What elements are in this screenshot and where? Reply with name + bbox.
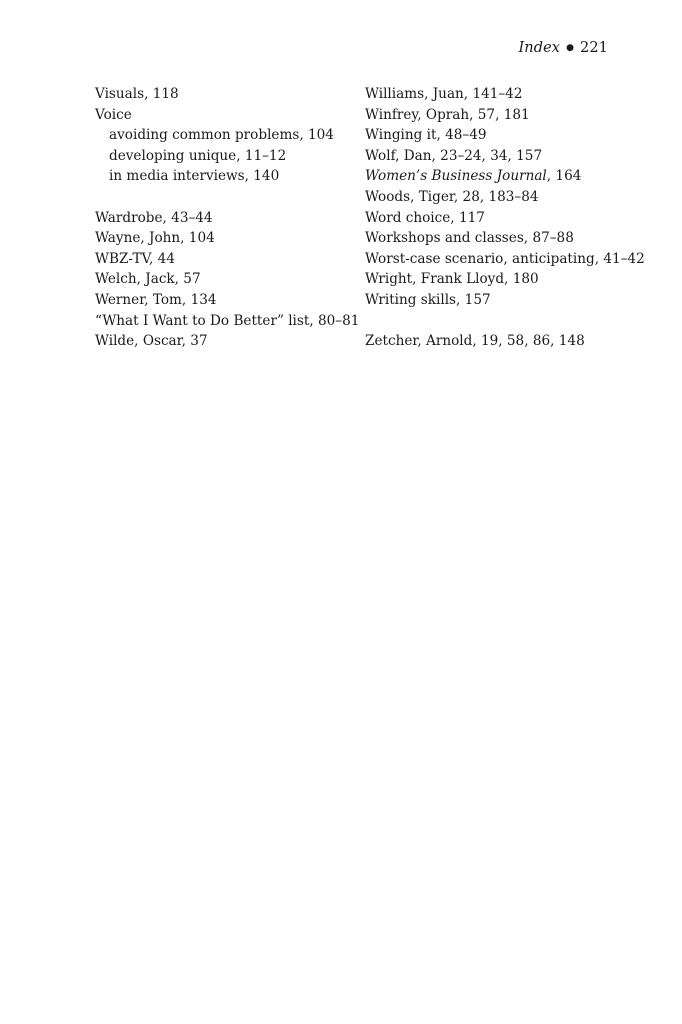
index-entry: Winging it, 48–49: [365, 127, 487, 144]
index-entry: Worst-case scenario, anticipating, 41–42: [365, 250, 645, 267]
index-entry: Word choice, 117: [365, 209, 485, 226]
page-reference: , 164: [546, 168, 582, 185]
index-entry: WBZ-TV, 44: [95, 250, 175, 267]
group-spacer: [365, 311, 645, 332]
index-entry: “What I Want to Do Better” list, 80–81: [95, 312, 360, 329]
bullet-separator: ●: [566, 43, 575, 53]
index-entry: Workshops and classes, 87–88: [365, 230, 574, 247]
index-entry: Voice: [95, 106, 132, 123]
index-entry: Wardrobe, 43–44: [95, 209, 213, 226]
index-entry: Wolf, Dan, 23–24, 34, 157: [365, 147, 543, 164]
index-entry: Welch, Jack, 57: [95, 271, 201, 288]
index-entry: Writing skills, 157: [365, 291, 491, 308]
index-entry: Woods, Tiger, 28, 183–84: [365, 188, 539, 205]
index-subentry: in media interviews, 140: [109, 168, 280, 185]
index-column-right: [365, 84, 645, 352]
index-entry: Williams, Juan, 141–42: [365, 86, 523, 102]
group-spacer: [95, 187, 359, 208]
index-entry: Zetcher, Arnold, 19, 58, 86, 148: [365, 333, 585, 350]
index-column-left: [95, 84, 359, 352]
index-entry: Visuals, 118: [95, 86, 179, 102]
index-entry: Winfrey, Oprah, 57, 181: [365, 106, 530, 123]
index-entry: Wilde, Oscar, 37: [95, 333, 208, 350]
section-title: Index: [518, 40, 561, 56]
index-subentry: developing unique, 11–12: [109, 147, 287, 164]
page-number: 221: [580, 40, 608, 56]
index-entry: Wright, Frank Lloyd, 180: [365, 271, 539, 288]
index-entry: Werner, Tom, 134: [95, 291, 217, 308]
running-header: [518, 40, 608, 56]
index-subentry: avoiding common problems, 104: [109, 127, 334, 144]
publication-title: Women’s Business Journal: [365, 168, 547, 185]
index-entry: [365, 166, 645, 187]
index-entry: Wayne, John, 104: [95, 230, 215, 247]
